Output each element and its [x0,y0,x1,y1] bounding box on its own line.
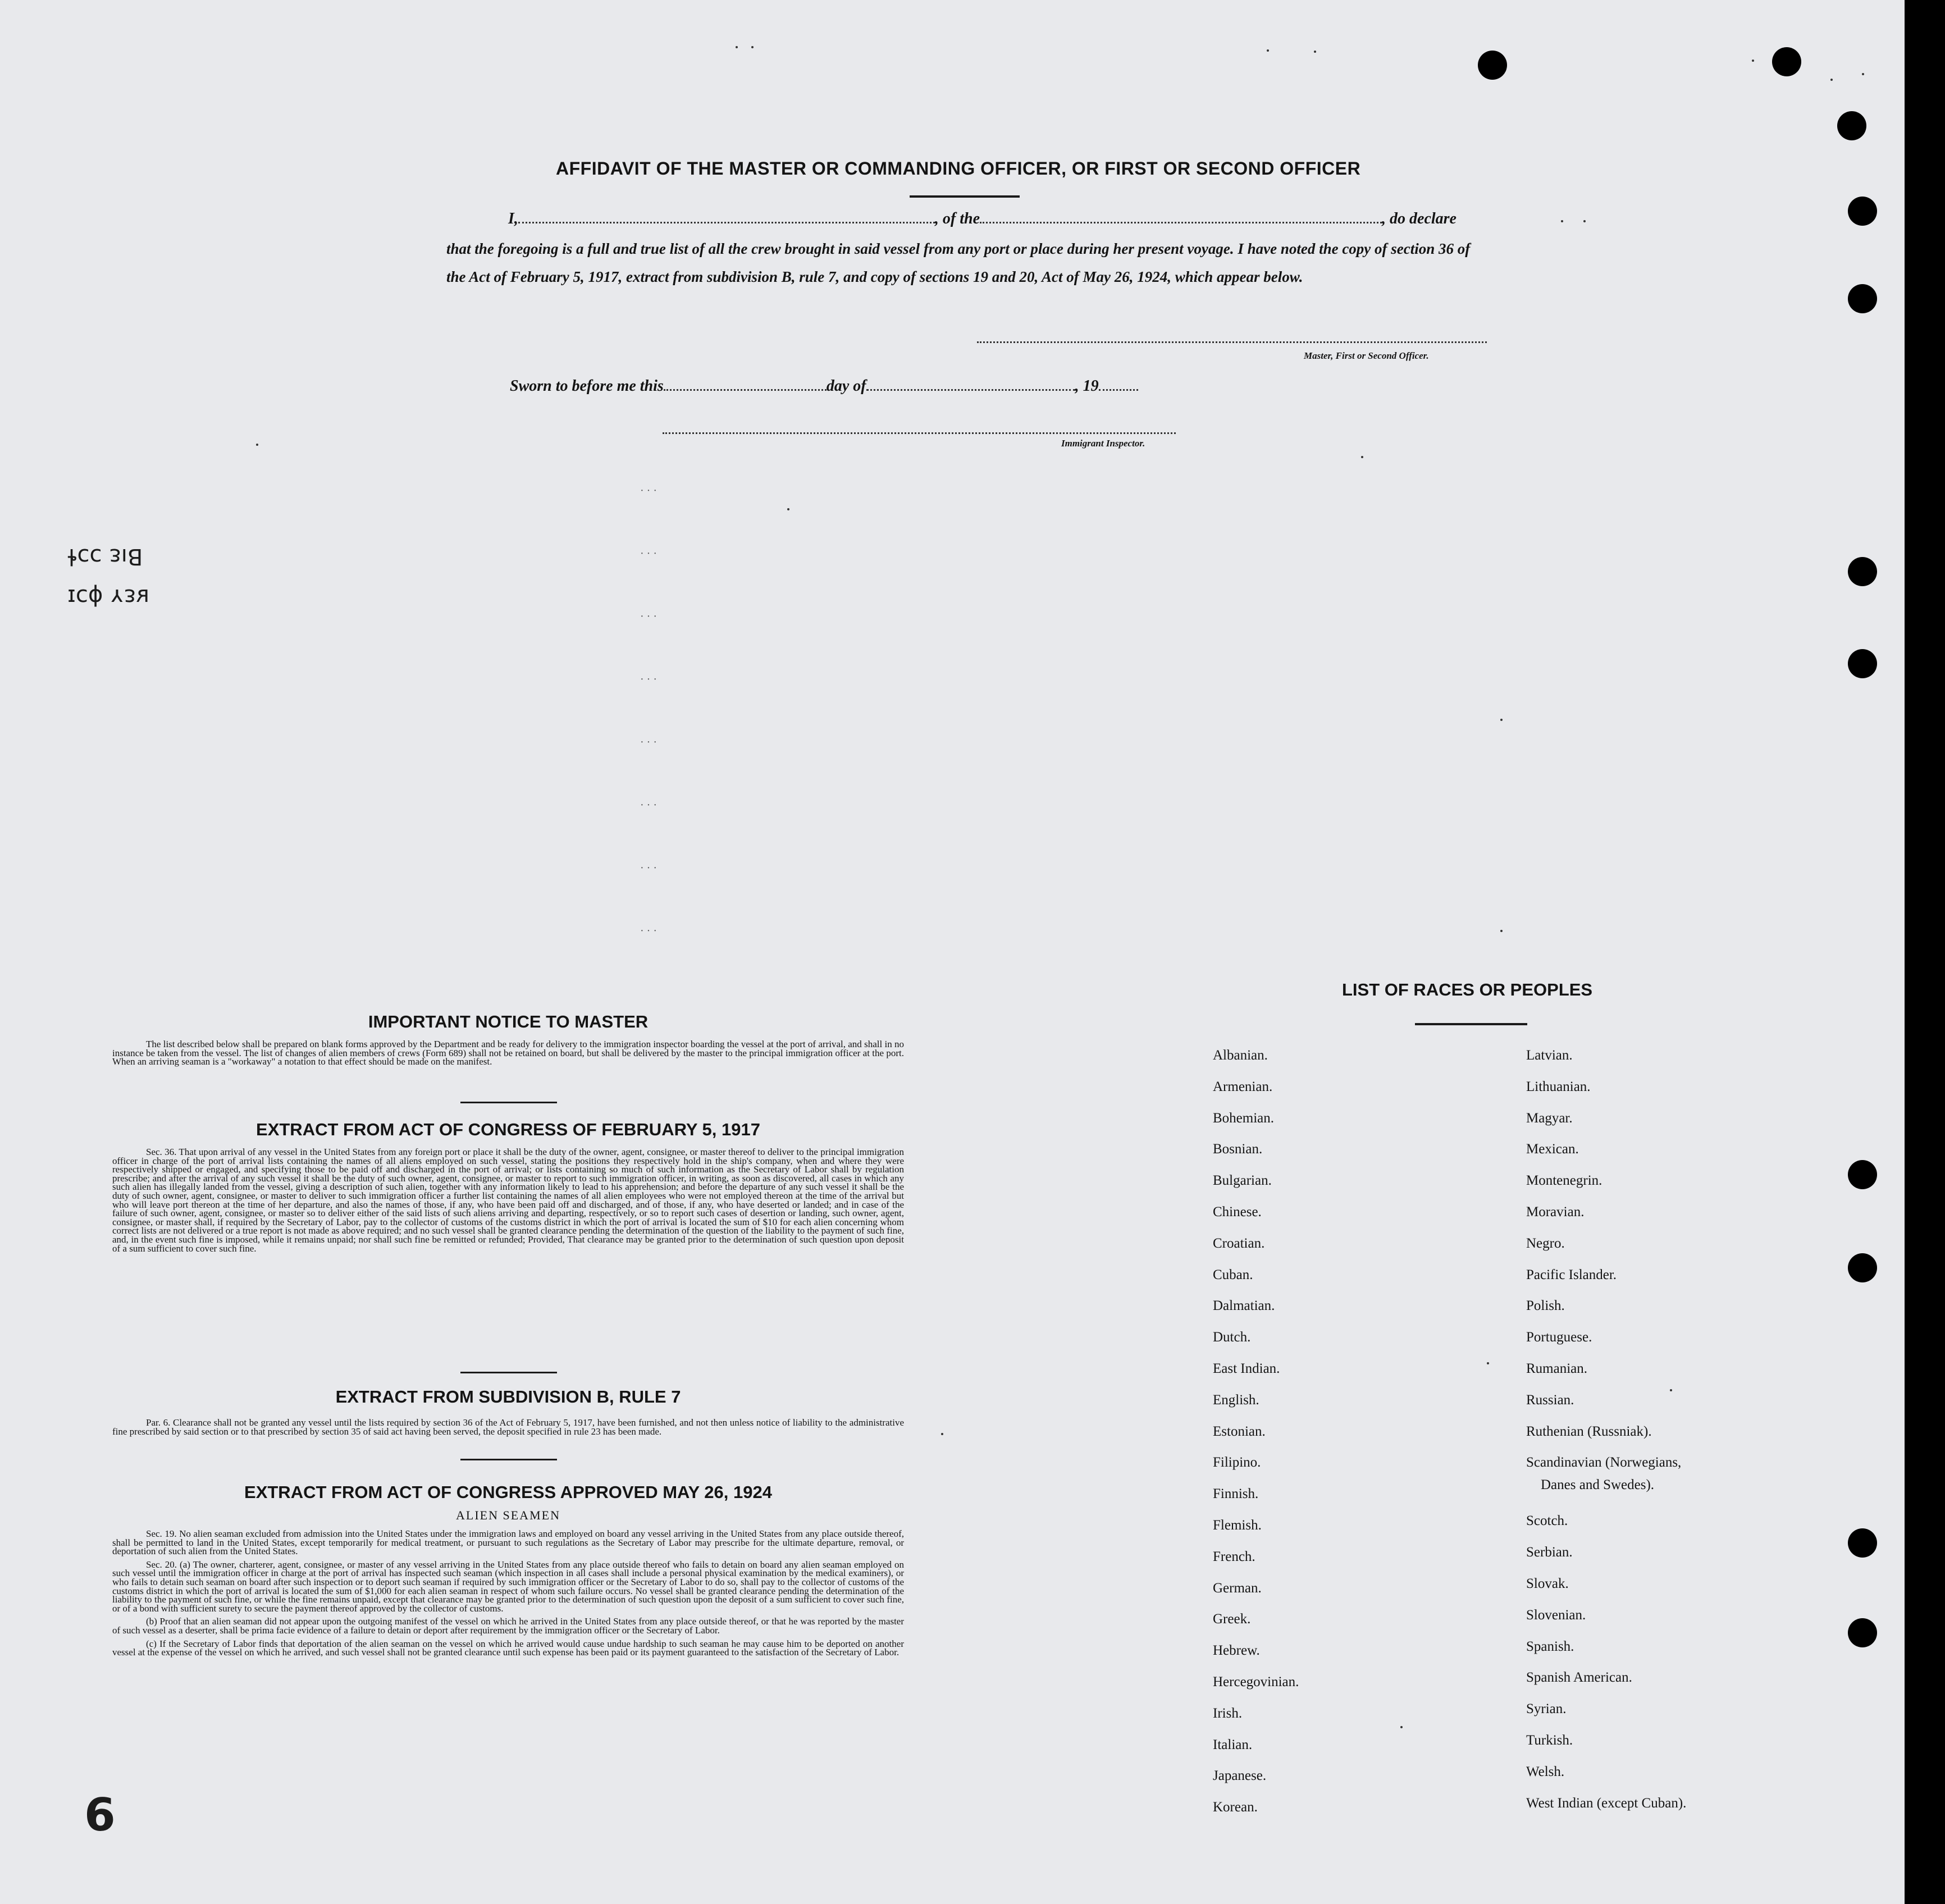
race-item: Bosnian. [1213,1142,1263,1157]
race-item: Finnish. [1213,1486,1259,1502]
declaration-paragraph: that the foregoing is a full and true list of all the crew brought in said vessel from any port or place during her present voyage. I have noted the copy of section 36 of the Act of February 5, 1917, extract from subdivision B, rule 7, and copy of sections 19 and 20, Act of May 26, 1924, which appear below. [446,240,1471,285]
title-divider [910,195,1020,198]
sworn-line [510,377,1138,395]
section-20c-text: (c) If the Secretary of Labor finds that deportation of the alien seaman on the vessel on which he arrived would cause undue hardship to such seaman he may cause him to be deported on another vessel at the expense of the vessel on which he arrived, and such vessel shall not be granted clearance until such expense has been paid or its payment guaranteed to the satisfaction of the Secretary of Labor. [112,1638,904,1658]
scan-edge [1905,0,1945,1904]
section-20b-text: (b) Proof that an alien seaman did not appear upon the outgoing manifest of the vessel on which he arrived in the United States from any place outside thereof, or that he was reported by the master of such vessel as a deserter, shall be prima facie evidence of a failure to detain or deport after requirement by the immigration officer or the Secretary of Labor. [112,1616,904,1636]
race-item: Magyar. [1526,1110,1573,1126]
race-item: Armenian. [1213,1079,1273,1094]
declarant-prefix: I, [508,210,518,227]
speck [1583,220,1586,222]
speck [787,508,789,510]
punch-hole [1848,1253,1877,1282]
race-item: Croatian. [1213,1235,1265,1251]
race-item: Cuban. [1213,1267,1253,1282]
year-label: , 19 [1075,377,1099,395]
sworn-day-field[interactable] [664,389,827,391]
rule7-title: EXTRACT FROM SUBDIVISION B, RULE 7 [335,1387,681,1407]
speck [736,46,738,48]
section-divider [460,1372,557,1373]
race-item: Hercegovinian. [1213,1674,1299,1690]
race-item: Bohemian. [1213,1110,1275,1126]
speck [1752,60,1754,62]
race-item: German. [1213,1580,1262,1596]
race-item: Negro. [1526,1235,1565,1251]
speck [1500,719,1503,721]
section-divider [460,1102,557,1103]
declare-label: , do declare [1382,210,1457,227]
speck [1830,79,1833,81]
race-item: Spanish. [1526,1638,1574,1654]
race-item: Estonian. [1213,1423,1266,1439]
section-19-text: Sec. 19. No alien seaman excluded from admission into the United States under the immigration laws and employed on board any vessel arriving in the United States from any place outside thereof, shall be permitted to land in the United States, except temporarily for medical treatment, or pursuant to such regulations as the Secretary of Labor may prescribe for the ultimate departure, removal, or deportation of such alien from the United States. [112,1528,904,1557]
sworn-label: Sworn to before me this [510,377,664,395]
speck [751,46,754,48]
races-title: LIST OF RACES OR PEOPLES [1342,980,1593,999]
race-item: Polish. [1526,1298,1565,1314]
race-item: West Indian (except Cuban). [1526,1795,1687,1811]
race-item: Slovenian. [1526,1607,1586,1623]
race-item: Montenegrin. [1526,1173,1602,1189]
speck [1487,1362,1489,1364]
day-of-label: day of [826,377,866,395]
race-item: Dutch. [1213,1330,1251,1345]
race-item: Flemish. [1213,1518,1262,1533]
inspector-caption: Immigrant Inspector. [1061,438,1145,449]
rule7-text: Par. 6. Clearance shall not be granted any vessel until the lists required by section 36 of the Act of February 5, 1917, have been furnished, and not then unless notice of liability to the administrative fine prescribed by said section or to that prescribed by section 35 of said act having been served, the deposit specified in rule 23 has been made. [112,1417,904,1437]
punch-hole [1848,1160,1877,1189]
race-item: Korean. [1213,1800,1258,1815]
race-item: Pacific Islander. [1526,1267,1617,1282]
speck [941,1433,943,1435]
vessel-name-field[interactable] [980,222,1382,223]
race-item: Italian. [1213,1737,1253,1752]
race-item: Turkish. [1526,1733,1573,1748]
alien-seamen-subtitle: ALIEN SEAMEN [456,1508,560,1522]
race-item: Lithuanian. [1526,1079,1591,1094]
race-item: Latvian. [1526,1048,1573,1063]
punch-hole [1772,47,1801,76]
race-item: Syrian. [1526,1701,1567,1717]
signature-field[interactable] [977,341,1487,343]
section-20a-text: Sec. 20. (a) The owner, charterer, agent, consignee, or master of any vessel arriving in the United States from any place outside thereof who fails to detain on board any alien seaman employed on such vessel until the immigration officer in charge at the port of arrival has inspected such seaman (which inspection in all cases shall include a personal physical examination by the medical examiners), or who fails to detain such seaman on board after such inspection or to deport such seaman if required by such immigration officer or the Secretary of Labor to do so, shall pay to the collector of customs of the customs district in which the port of arrival is located the sum of $1,000 for each alien seaman in respect of whom such failure occurs. No vessel shall be granted clearance pending the determination of the liability to the payment of such fine, or while the fine remains unpaid, except that clearance may be granted prior to the determination of such question upon the deposit of a sum sufficient to cover such fine, or of a bond with sufficient surety to secure the payment thereof approved by the collector of customs. [112,1559,904,1614]
race-item: Albanian. [1213,1048,1268,1063]
inspector-signature-field[interactable] [663,432,1176,434]
affidavit-title: AFFIDAVIT OF THE MASTER OR COMMANDING OFFICER, OR FIRST OR SECOND OFFICER [556,158,1361,179]
speck [256,444,258,446]
punch-hole [1848,1618,1877,1647]
race-item: Dalmatian. [1213,1298,1275,1314]
race-item: English. [1213,1392,1259,1408]
extract-1924-body [112,1529,904,1657]
punch-hole [1848,557,1877,586]
race-item: Irish. [1213,1705,1243,1721]
races-divider [1415,1023,1527,1025]
race-item: Scandinavian (Norwegians, [1526,1455,1682,1471]
margin-handwriting: Bıɛ ɔɔɬ [66,544,143,569]
race-item: French. [1213,1549,1255,1564]
speck [1862,73,1864,75]
race-item: Russian. [1526,1392,1574,1408]
race-item: Ruthenian (Russniak). [1526,1423,1652,1439]
race-item: Danes and Swedes). [1541,1477,1655,1493]
race-item: Hebrew. [1213,1643,1260,1659]
sworn-year-field[interactable] [1099,389,1138,391]
race-item: East Indian. [1213,1361,1280,1376]
punch-hole [1848,197,1877,226]
punch-hole [1848,649,1877,678]
speck [1500,930,1503,932]
punch-hole [1837,111,1866,140]
notice-text: The list described below shall be prepared on blank forms approved by the Department and be ready for delivery to the immigration inspector boarding the vessel at the port of arrival, and shall in no instance be taken from the vessel. The list of changes of alien members of crews (Form 689) shall not be retained on board, but shall be delivered by the master to the principal immigration officer at the port. When an arriving seaman is a "workaway" a notation to that effect should be made on the manifest. [112,1039,904,1067]
extract-1917-text: Sec. 36. That upon arrival of any vessel in the United States from any foreign port or place it shall be the duty of the owner, agent, consignee, or master thereof to deliver to the principal immigration officer in charge of the port of arrival lists containing the names of all aliens employed on such vessel, stating the positions they respectively hold in the ship's company, when and where they were respectively shipped or engaged, and specifying those to be paid off and discharged in the port of arrival; or lists containing so much of such information as the Secretary of Labor shall by regulation prescribe; and after the arrival of any such vessel it shall be the duty of such owner, agent, consignee, or master to report to such immigration officer, in writing, as soon as discovered, all cases in which any such alien has illegally landed from the vessel, giving a description of such alien, together with any information likely to lead to his apprehension; and before the departure of any such vessel it shall be the duty of such owner, agent, consignee, or master to deliver to such immigration officer a further list containing the names of all alien employees who were not employed thereon at the time of the arrival but who will leave port thereon at the time of her departure, and also the names of those, if any, who have been paid off and discharged, and of those, if any, who have deserted or landed; and in case of the failure of such owner, agent, consignee, or master so to deliver either of the said lists of such aliens arriving and departing, respectively, or so to report such cases of desertion or landing, such owner, agent, consignee, or master shall, if required by the Secretary of Labor, pay to the collector of customs of the customs district in which the port of arrival is located the sum of $10 for each alien concerning whom correct lists are not delivered or a true report is not made as above required; and no such vessel shall be granted clearance pending the determination of the question of the liability to the payment of such fine, and, in the event such fine is imposed, while it remains unpaid; nor shall such fine be remitted or refunded; Provided, That clearance may be granted prior to the determination of such question upon deposit of a sum sufficient to cover such fine. [112,1147,904,1254]
punch-hole [1848,284,1877,313]
speck [1267,49,1269,52]
declaration-line [508,210,1457,228]
race-item: Slovak. [1526,1576,1569,1591]
race-item: Bulgarian. [1213,1173,1272,1189]
race-item: Serbian. [1526,1545,1573,1560]
speck [1400,1726,1403,1728]
race-item: Greek. [1213,1611,1251,1627]
race-item: Rumanian. [1526,1361,1588,1376]
speck [1361,456,1363,458]
race-item: Moravian. [1526,1204,1585,1220]
extract-1924-title: EXTRACT FROM ACT OF CONGRESS APPROVED MAY 26, 1924 [244,1482,772,1502]
race-item: Chinese. [1213,1204,1262,1220]
punch-hole [1478,51,1507,80]
speck [1314,51,1316,53]
race-item: Portuguese. [1526,1330,1592,1345]
sworn-month-field[interactable] [866,389,1075,391]
notice-title: IMPORTANT NOTICE TO MASTER [368,1012,649,1031]
punch-hole [1848,1528,1877,1558]
race-item: Scotch. [1526,1513,1568,1529]
of-the-label: , of the [934,210,980,227]
section-divider [460,1459,557,1460]
declarant-name-field[interactable] [518,222,935,223]
race-item: Mexican. [1526,1142,1579,1157]
margin-handwriting: ʁɛʏ ɸɔɪ [67,584,150,610]
signature-caption: Master, First or Second Officer. [1304,350,1429,361]
race-item: Japanese. [1213,1768,1267,1784]
corner-handwriting: 6 [84,1789,116,1841]
speck [1670,1389,1672,1391]
speck [1561,220,1563,222]
extract-1917-title: EXTRACT FROM ACT OF CONGRESS OF FEBRUARY 5, 1917 [256,1120,760,1139]
race-item: Spanish American. [1526,1670,1632,1686]
race-item: Welsh. [1526,1764,1565,1779]
dot-column: · · · · · · · · · · · · · · · · · · · · · · · · [640,485,657,937]
race-item: Filipino. [1213,1455,1261,1471]
